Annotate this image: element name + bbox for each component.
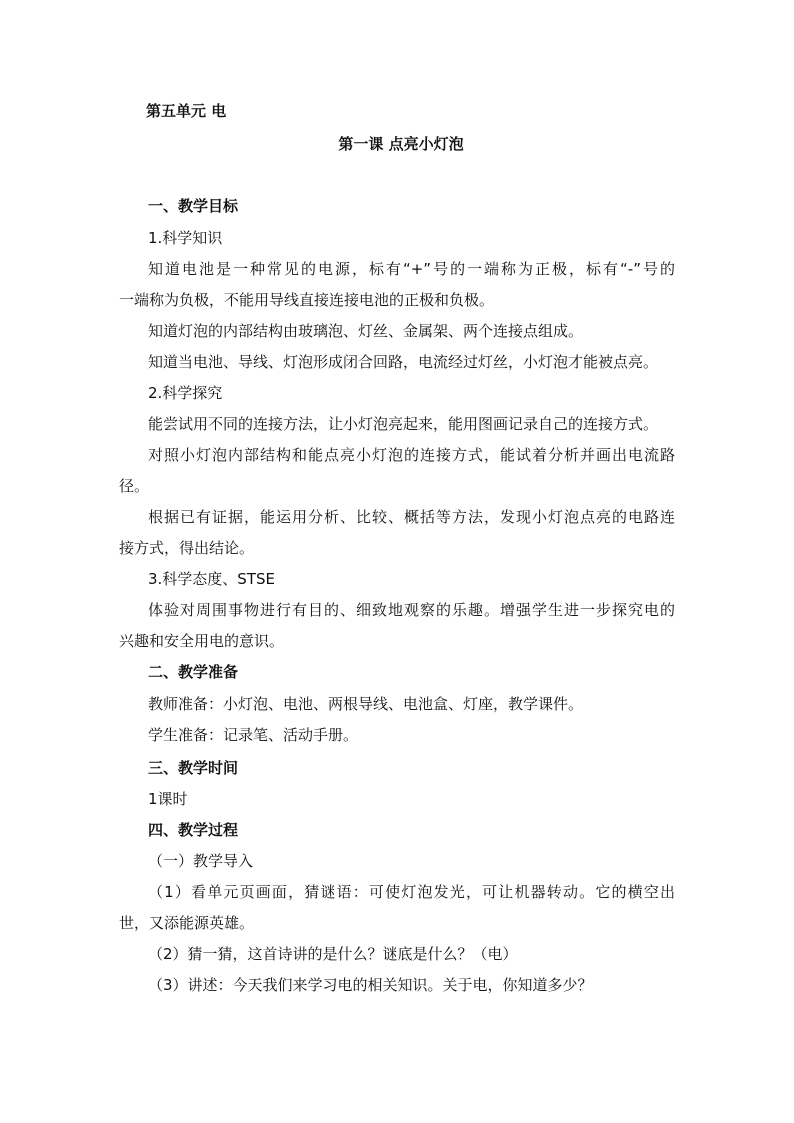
subheading-attitude: 3.科学态度、STSE <box>148 570 275 588</box>
student-preparation: 学生准备：记录笔、活动手册。 <box>148 726 359 744</box>
paragraph-line: 根据已有证据，能运用分析、比较、概括等方法，发现小灯泡点亮的电路连 <box>148 508 675 526</box>
paragraph-line: （3）讲述：今天我们来学习电的相关知识。关于电，你知道多少？ <box>148 976 593 994</box>
paragraph-line: 一端称为负极，不能用导线直接连接电池的正极和负极。 <box>119 291 495 309</box>
paragraph-line: 知道电池是一种常见的电源，标有“+”号的一端称为正极，标有“-”号的 <box>148 260 675 278</box>
paragraph-line: 径。 <box>119 477 150 495</box>
subheading-inquiry: 2.科学探究 <box>148 384 223 402</box>
section-heading-process: 四、教学过程 <box>148 821 239 839</box>
subheading-intro: （一）教学导入 <box>148 852 254 870</box>
paragraph-line: 知道灯泡的内部结构由玻璃泡、灯丝、金属架、两个连接点组成。 <box>148 322 584 340</box>
paragraph-line: 知道当电池、导线、灯泡形成闭合回路，电流经过灯丝，小灯泡才能被点亮。 <box>148 353 659 371</box>
paragraph-line: 体验对周围事物进行有目的、细致地观察的乐趣。增强学生进一步探究电的 <box>148 601 675 619</box>
paragraph-line: 接方式，得出结论。 <box>119 539 255 557</box>
paragraph-line: （1）看单元页画面，猜谜语：可使灯泡发光，可让机器转动。它的横空出 <box>148 883 675 901</box>
paragraph-line: 兴趣和安全用电的意识。 <box>119 632 285 650</box>
subheading-knowledge: 1.科学知识 <box>148 229 223 247</box>
time-value: 1课时 <box>148 790 188 808</box>
lesson-title: 第一课 点亮小灯泡 <box>338 135 464 153</box>
unit-title: 第五单元 电 <box>146 102 227 120</box>
paragraph-line: （2）猜一猜，这首诗讲的是什么？谜底是什么？（电） <box>148 945 518 963</box>
section-heading-goals: 一、教学目标 <box>148 197 239 215</box>
paragraph-line: 能尝试用不同的连接方法，让小灯泡亮起来，能用图画记录自己的连接方式。 <box>148 415 659 433</box>
section-heading-time: 三、教学时间 <box>148 759 239 777</box>
section-heading-preparation: 二、教学准备 <box>148 663 239 681</box>
paragraph-line: 世，又添能源英雄。 <box>119 914 255 932</box>
teacher-preparation: 教师准备：小灯泡、电池、两根导线、电池盒、灯座，教学课件。 <box>148 695 584 713</box>
paragraph-line: 对照小灯泡内部结构和能点亮小灯泡的连接方式，能试着分析并画出电流路 <box>148 446 675 464</box>
